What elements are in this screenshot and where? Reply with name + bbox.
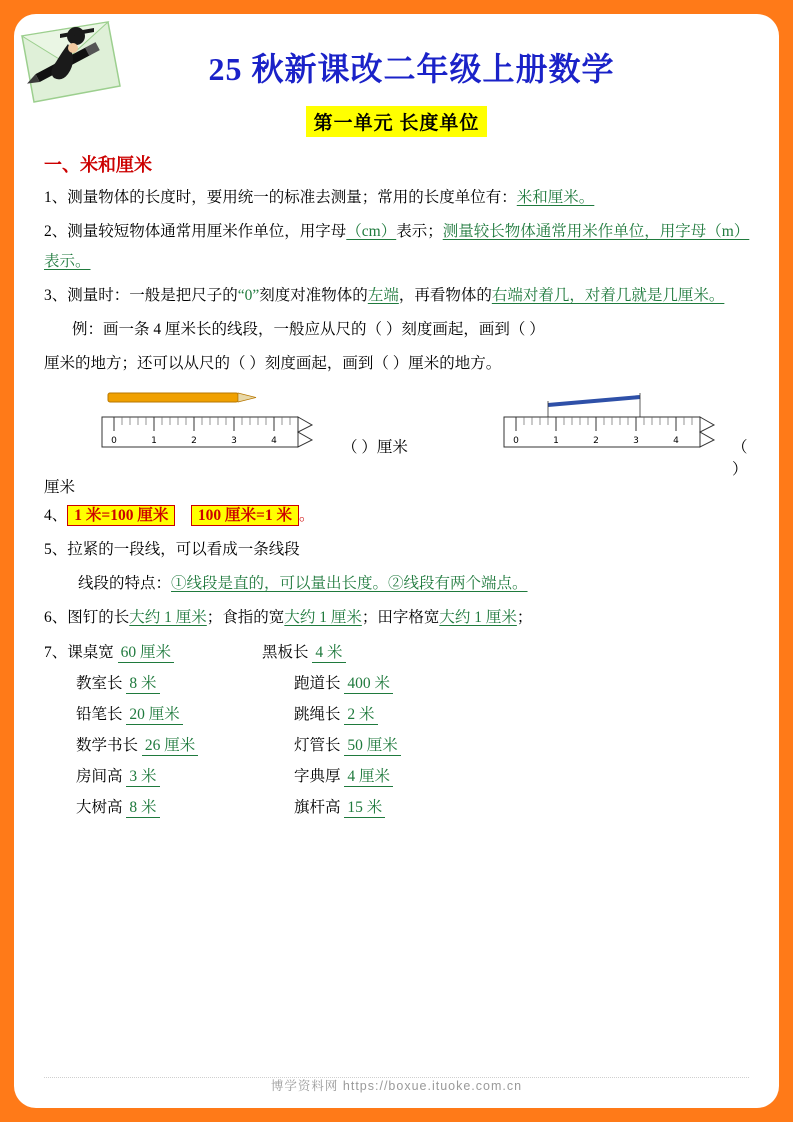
conversion-box-2: 100 厘米=1 米 (191, 505, 299, 526)
table-row (44, 637, 751, 668)
list-item (44, 281, 751, 311)
row-right-cell (294, 792, 554, 823)
row1-right-value: 400 米 (344, 675, 393, 694)
svg-text:3: 3 (231, 436, 237, 446)
item5-sub-highlight: ①线段是直的，可以量出长度。②线段有两个端点。 (171, 575, 528, 592)
item6-p3: ；田字格宽 (361, 609, 440, 626)
row4-right-label: 字典厚 (294, 768, 341, 785)
document-header (42, 28, 751, 100)
item5-text: 拉紧的一段线，可以看成一条线段 (67, 541, 300, 558)
item1-text: 测量物体的长度时，要用统一的标准去测量；常用的长度单位有： (67, 189, 517, 206)
item1-highlight: 米和厘米。 (516, 189, 595, 206)
figure-label-right: （ ） (732, 439, 748, 478)
list-item (44, 501, 751, 531)
ruler-figures (42, 387, 751, 478)
item6-p1: 图钉的长 (67, 609, 130, 626)
example-line-2: 厘米的地方；还可以从尺的（ ）刻度画起，画到（ ）厘米的地方。 (44, 355, 502, 372)
row1-left-label: 教室长 (76, 675, 123, 692)
svg-text:4: 4 (673, 436, 679, 446)
item7-prefix: 7、 (44, 644, 68, 661)
unit-subtitle: 第一单元 长度单位 (306, 106, 488, 137)
pencil-icon (16, 16, 126, 108)
list-item (44, 183, 751, 213)
row2-left-label: 铅笔长 (76, 706, 123, 723)
row-left-cell (76, 730, 294, 761)
svg-text:3: 3 (633, 436, 639, 446)
item6-v1: 大约 1 厘米 (129, 609, 207, 626)
table-row (76, 730, 751, 761)
row3-right-value: 50 厘米 (344, 737, 400, 756)
svg-text:0: 0 (111, 436, 117, 446)
item1-prefix: 1、 (44, 189, 68, 206)
list-item (44, 535, 751, 565)
item2-mid: 表示； (396, 223, 443, 240)
example-line-1: 例：画一条 4 厘米长的线段，一般应从尺的（ ）刻度画起，画到（ ） (72, 321, 545, 338)
ruler-with-pencil-figure (98, 387, 328, 465)
row2-left-value: 20 厘米 (126, 706, 182, 725)
row5-right-value: 15 米 (344, 799, 385, 818)
item2-prefix: 2、 (44, 223, 68, 240)
row4-left-label: 房间高 (76, 768, 123, 785)
list-item (44, 603, 751, 633)
item2-text: 测量较短物体通常用厘米作单位，用字母 (67, 223, 347, 240)
item3-highlight-1: 左端 (367, 287, 399, 304)
row-right-cell (294, 730, 554, 761)
figure-label-left: （ ）厘米 (342, 439, 408, 456)
row5-left-label: 大树高 (76, 799, 123, 816)
table-row (76, 668, 751, 699)
item6-v3: 大约 1 厘米 (439, 609, 517, 626)
row5-right-label: 旗杆高 (294, 799, 341, 816)
row3-right-label: 灯管长 (294, 737, 341, 754)
row-left-cell (76, 699, 294, 730)
row-right-cell (294, 699, 554, 730)
table-row (76, 699, 751, 730)
row0-left-value: 60 厘米 (118, 644, 174, 663)
row-right-cell (262, 637, 522, 668)
svg-text:4: 4 (271, 436, 277, 446)
conversion-box-1: 1 米=100 厘米 (67, 505, 175, 526)
svg-text:0: 0 (513, 436, 519, 446)
item5-prefix: 5、 (44, 541, 68, 558)
svg-text:1: 1 (553, 436, 559, 446)
ruler-with-segment-figure (500, 387, 730, 465)
item6-p2: ；食指的宽 (206, 609, 285, 626)
row1-left-value: 8 米 (126, 675, 159, 694)
row0-right-label: 黑板长 (262, 644, 309, 661)
row-right-cell (294, 668, 554, 699)
row4-right-value: 4 厘米 (344, 768, 393, 787)
item4-tail: 。 (298, 507, 315, 524)
row-left-cell (44, 637, 262, 668)
item2-highlight-2: 测量较长物体通常用米作单位，用字母（m）表示。 (44, 223, 750, 270)
document-body (14, 14, 779, 1108)
list-item (44, 217, 751, 277)
section-heading: 一、米和厘米 (44, 155, 152, 175)
row-right-cell (294, 761, 554, 792)
row-left-cell (76, 792, 294, 823)
item6-prefix: 6、 (44, 609, 68, 626)
row0-right-value: 4 米 (312, 644, 345, 663)
row1-right-label: 跑道长 (294, 675, 341, 692)
row2-right-label: 跳绳长 (294, 706, 341, 723)
row4-left-value: 3 米 (126, 768, 159, 787)
document-page (14, 14, 779, 1108)
figure-label-below: 厘米 (44, 479, 76, 496)
item3-quote: “0” (237, 287, 260, 304)
item3-prefix: 3、 (44, 287, 68, 304)
svg-text:2: 2 (593, 436, 599, 446)
item2-highlight-1: （cm） (346, 223, 397, 240)
row2-right-value: 2 米 (344, 706, 377, 725)
item5-sub-label: 线段的特点： (78, 575, 172, 592)
svg-text:2: 2 (191, 436, 197, 446)
item5-sub (78, 569, 751, 599)
item6-v2: 大约 1 厘米 (284, 609, 362, 626)
row3-left-value: 26 厘米 (142, 737, 198, 756)
item6-p4: ； (516, 609, 533, 626)
item3-text: 测量时：一般是把尺子的 (67, 287, 238, 304)
item4-prefix: 4、 (44, 507, 68, 524)
page-title: 25 秋新课改二年级上册数学 (208, 51, 615, 87)
subtitle-wrap (42, 106, 751, 137)
row0-left-label: 课桌宽 (67, 644, 114, 661)
row-left-cell (76, 668, 294, 699)
table-row (76, 761, 751, 792)
item3-mid: 刻度对准物体的 (259, 287, 368, 304)
footer-watermark: 博学资料网 https://boxue.ituoke.com.cn (270, 1079, 523, 1093)
svg-text:1: 1 (151, 436, 157, 446)
table-row (76, 792, 751, 823)
row5-left-value: 8 米 (126, 799, 159, 818)
row-left-cell (76, 761, 294, 792)
item3-mid2: ，再看物体的 (398, 287, 492, 304)
row3-left-label: 数学书长 (76, 737, 139, 754)
item3-highlight-2: 右端对着几，对着几就是几厘米。 (491, 287, 725, 304)
